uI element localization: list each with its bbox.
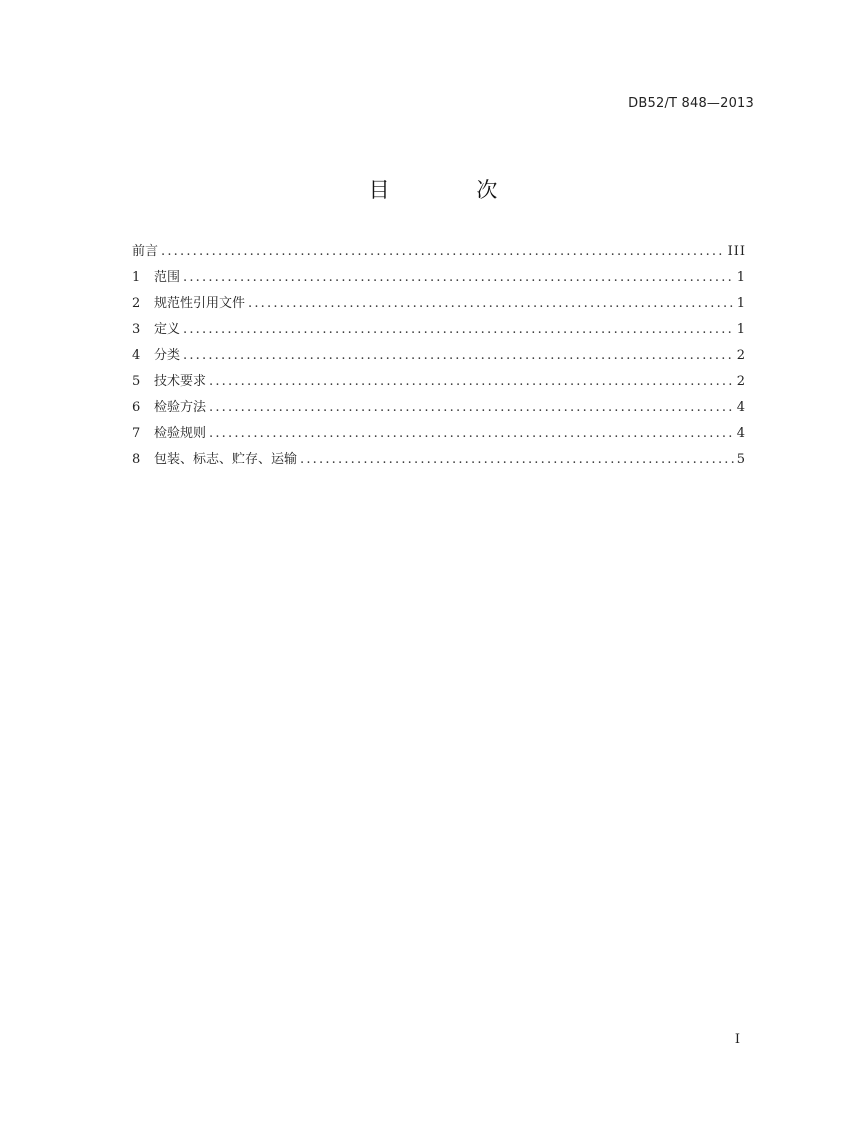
- toc-entry-technical-requirements[interactable]: [132, 369, 746, 395]
- toc-entry-label: 技术要求: [154, 374, 207, 389]
- toc-entry-page: 2: [736, 374, 746, 389]
- toc-entry-page: 2: [736, 348, 746, 363]
- toc-entry-label: 范围: [154, 270, 181, 285]
- toc-entry-label: 前言: [132, 244, 159, 259]
- toc-entry-normative-references[interactable]: [132, 291, 746, 317]
- toc-dot-leader: [300, 447, 734, 473]
- page-number: I: [734, 1032, 740, 1047]
- toc-entry-label: 分类: [154, 348, 181, 363]
- table-of-contents: [132, 239, 746, 473]
- toc-entry-page: 1: [736, 296, 746, 311]
- toc-dot-leader: [183, 265, 734, 291]
- toc-entry-label: 定义: [154, 322, 181, 337]
- standard-code: DB52/T 848—2013: [628, 96, 754, 111]
- toc-dot-leader: [209, 421, 734, 447]
- toc-entry-definitions[interactable]: [132, 317, 746, 343]
- toc-entry-page: 5: [736, 452, 746, 467]
- toc-entry-inspection-rules[interactable]: [132, 421, 746, 447]
- toc-entry-page: III: [727, 244, 746, 259]
- toc-dot-leader: [161, 239, 725, 265]
- toc-entry-number: 7: [132, 426, 141, 441]
- toc-entry-number: 1: [132, 270, 141, 285]
- toc-entry-page: 1: [736, 322, 746, 337]
- toc-entry-foreword[interactable]: [132, 239, 746, 265]
- toc-entry-label: 包装、标志、贮存、运输: [154, 452, 298, 467]
- toc-entry-test-methods[interactable]: [132, 395, 746, 421]
- toc-entry-number: 4: [132, 348, 141, 363]
- toc-entry-number: 2: [132, 296, 141, 311]
- toc-entry-page: 4: [736, 426, 746, 441]
- toc-entry-number: 6: [132, 400, 141, 415]
- toc-entry-number: 5: [132, 374, 141, 389]
- page-title: 目 次: [368, 178, 538, 202]
- toc-dot-leader: [209, 369, 734, 395]
- toc-entry-label: 规范性引用文件: [154, 296, 246, 311]
- toc-dot-leader: [248, 291, 734, 317]
- toc-entry-number: 3: [132, 322, 141, 337]
- toc-entry-classification[interactable]: [132, 343, 746, 369]
- toc-entry-page: 1: [736, 270, 746, 285]
- toc-entry-packaging[interactable]: [132, 447, 746, 473]
- toc-entry-label: 检验规则: [154, 426, 207, 441]
- toc-entry-number: 8: [132, 452, 141, 467]
- toc-dot-leader: [183, 343, 734, 369]
- toc-dot-leader: [209, 395, 734, 421]
- toc-dot-leader: [183, 317, 734, 343]
- toc-entry-label: 检验方法: [154, 400, 207, 415]
- toc-entry-page: 4: [736, 400, 746, 415]
- toc-entry-scope[interactable]: [132, 265, 746, 291]
